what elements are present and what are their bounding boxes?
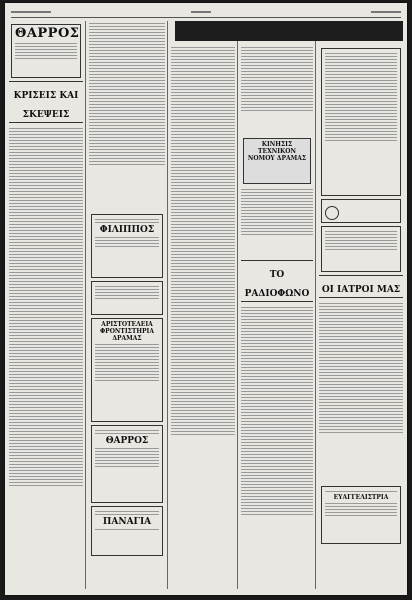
doctors-listing [319,301,403,483]
print-name: ΘΑΡΡΟΣ [105,436,149,446]
ad-school [91,318,163,422]
ad-gym [91,281,163,315]
seal-icon [325,206,339,220]
column-right [319,45,403,589]
radio-title: ΤΟ ΡΑΔΙΟΦΩΝΟ [244,270,310,299]
masthead-box [11,24,81,78]
article-text [9,126,83,586]
doctors-title: ΟΙ ΙΑΤΡΟΙ ΜΑΣ [321,285,401,295]
column-center-right [241,45,313,589]
notice-title: ΚΙΝΗΣΙΣ ΤΕΧΝΙΚΟΝ ΝΟΜΟΥ ΔΡΑΜΑΣ [247,141,307,162]
header-rule [11,9,401,18]
article-text [241,45,313,135]
article-text [89,21,165,211]
column-left [9,21,83,589]
newspaper-page [5,3,407,595]
notice-box [243,138,311,184]
info-box [321,48,401,196]
section-banner [175,21,403,41]
radio-listings [241,305,313,595]
paper-name: ΘΑΡΡΟΣ [15,26,80,41]
doctors-title-box [319,275,403,298]
ad-evangelistria-name: ΕΥΑΓΓΕΛΙΣΤΡΙΑ [333,494,389,501]
ad-evangelistria [321,486,401,544]
ad-print [91,425,163,503]
column-divider [237,21,238,589]
article-text [171,45,235,565]
column-center [171,45,235,589]
ad-name: ΦΙΛΙΠΠΟΣ [99,225,155,235]
ad-panagia-name: ΠΑΝΑΓΙΑ [102,517,152,527]
section-title-box [9,81,83,123]
notice-box [321,226,401,272]
logo-box [321,199,401,223]
column-divider [85,21,86,589]
column-divider [315,21,316,589]
radio-title-box [241,260,313,302]
ad-philippos [91,214,163,278]
column-center-left [89,21,165,589]
column-divider [167,21,168,589]
section-title: ΚΡΙΣΕΙΣ ΚΑΙ ΣΚΕΨΕΙΣ [13,91,79,120]
article-text [241,187,313,257]
school-name: ΑΡΙΣΤΟΤΕΛΕΙΑ ΦΡΟΝΤΙΣΤΗΡΙΑ ΔΡΑΜΑΣ [99,321,155,342]
ad-panagia [91,506,163,556]
